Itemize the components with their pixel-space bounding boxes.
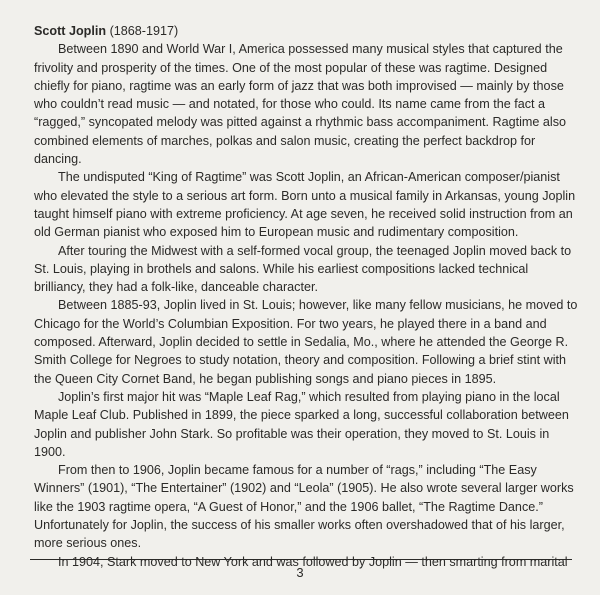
- paragraph-famous-rags: From then to 1906, Joplin became famous for a number of “rags,” including “The Easy Winners” (1901), “The Entertainer” (1902) and “Leola” (1905). He also wrote several larger works like the 1903 ragtime opera, “A Guest of Honor,” and the 1906 ballet, “The Ragtime Dance.” Unfortunately for Joplin, the success of his smaller works often overshadowed that of his larger, more serious ones.: [34, 463, 574, 551]
- footer-rule: [30, 559, 572, 560]
- page-number: 3: [296, 565, 304, 580]
- paragraph-maple-leaf-rag: Joplin’s first major hit was “Maple Leaf Rag,” which resulted from playing piano in the local Maple Leaf Club. Published in 1899, the piece sparked a long, successful collaboration between Joplin and publisher John Stark. So profitable was their operation, they moved to St. Louis in 1900.: [34, 389, 569, 459]
- composer-dates: (1868-1917): [106, 24, 179, 38]
- paragraph-new-york: In 1904, Stark moved to New York and was followed by Joplin — then smarting from marital: [58, 554, 568, 569]
- composer-name: Scott Joplin: [34, 24, 107, 38]
- paragraph-king-of-ragtime: The undisputed “King of Ragtime” was Scott Joplin, an African-American composer/pianist who elevated the style to a serious art form. Born unto a musical family in Arkansas, young Joplin taught himself piano with extreme proficiency. At age seven, he received solid instruction from an old German pianist who exposed him to European music and rudimentary composition.: [34, 170, 576, 240]
- paragraph-midwest-tour: After touring the Midwest with a self-formed vocal group, the teenaged Joplin moved back to St. Louis, playing in brothels and salons. While his earliest compositions lacked technical brilliancy, they had a folk-like, danceable character.: [34, 243, 572, 295]
- paragraph-st-louis-chicago: Between 1885-93, Joplin lived in St. Louis; however, like many fellow musicians, he moved to Chicago for the World’s Columbian Exposition. For two years, he played there in a band and composed. Afterward, Joplin decided to settle in Sedalia, Mo., where he attended the George R. Smith College for Negroes to study notation, theory and composition. Following a brief stint with the Queen City Cornet Band, he began publishing songs and piano pieces in 1895.: [34, 298, 578, 386]
- paragraph-ragtime-intro: Between 1890 and World War I, America possessed many musical styles that captured the frivolity and prosperity of the times. One of the most popular of these was ragtime. Designed chiefly for piano, ragtime was an early form of jazz that was both improvised — mainly by those who couldn’t read music — and notated, for those who could. Its name came from the fact a “ragged,” syncopated melody was pitted against a rhythmic bass accompaniment. Ragtime also combined elements of marches, polkas and salon music, creating the perfect backdrop for dancing.: [34, 42, 566, 167]
- section-heading: [34, 22, 578, 40]
